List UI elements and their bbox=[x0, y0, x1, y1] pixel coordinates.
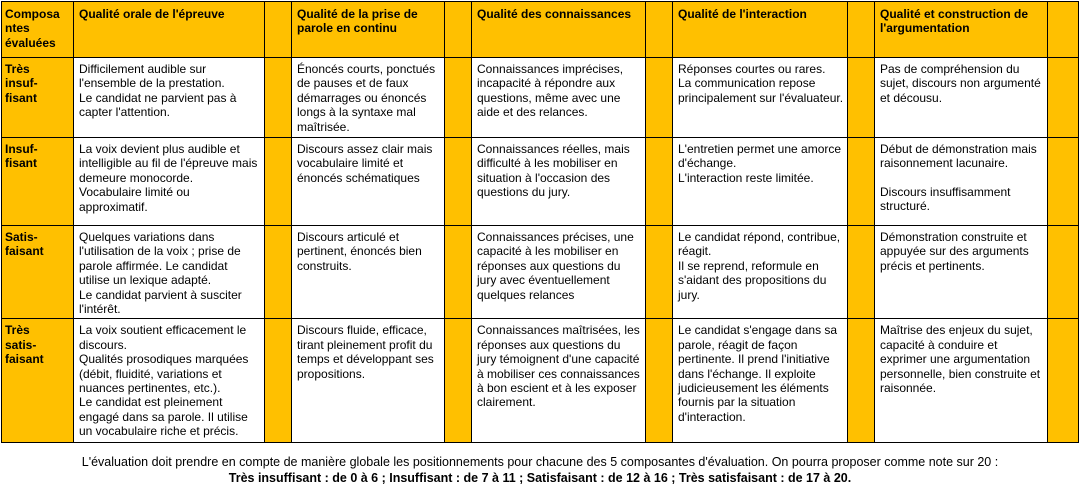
column-header-knowledge: Qualité des connaissances bbox=[472, 2, 646, 58]
cell-spacer bbox=[646, 138, 673, 226]
cell-spacer bbox=[445, 319, 472, 443]
level-label-line: faisant bbox=[5, 352, 44, 367]
cell-text: Discours assez clair mais vocabulaire limité et énoncés schématiques bbox=[297, 142, 433, 185]
corner-header-line: évaluées bbox=[5, 35, 56, 50]
level-label-line: Insuf- bbox=[5, 142, 38, 156]
cell-text: Discours insuffisamment structuré. bbox=[880, 184, 1011, 214]
cell-spacer bbox=[646, 319, 673, 443]
table-cell bbox=[673, 319, 848, 443]
cell-text: Le candidat ne parvient pas à capter l'attention. bbox=[79, 90, 237, 120]
level-label-line: satis- bbox=[5, 337, 37, 352]
table-cell bbox=[472, 58, 646, 138]
table-cell bbox=[673, 138, 848, 226]
cell-text: Discours articulé et pertinent, énoncés bien construits. bbox=[297, 230, 422, 273]
cell-text: Démonstration construite et appuyée sur des arguments précis et pertinents. bbox=[880, 230, 1029, 273]
cell-spacer bbox=[848, 319, 875, 443]
level-label-line: Très bbox=[5, 62, 30, 76]
header-spacer bbox=[265, 2, 292, 58]
cell-text: Maîtrise des enjeux du sujet, capacité à conduire et exprimer une argumentation personnelle, bien construite et raisonnée. bbox=[880, 323, 1041, 396]
level-label-line: Satis- bbox=[5, 230, 38, 244]
table-cell bbox=[673, 226, 848, 319]
cell-text: La voix soutient efficacement le discours. bbox=[79, 323, 247, 352]
cell-text: Qualités prosodiques marquées (débit, fluidité, variations et nuances pertinentes, etc.). bbox=[79, 352, 249, 396]
table-cell bbox=[472, 226, 646, 319]
cell-text: Vocabulaire limité ou approximatif. bbox=[79, 185, 190, 214]
cell-spacer bbox=[646, 58, 673, 138]
cell-text: Il se reprend, reformule en s'aidant des propositions du jury. bbox=[678, 258, 827, 302]
header-spacer bbox=[1048, 2, 1079, 58]
table-row-insuffisant bbox=[2, 138, 1079, 226]
cell-text: Énoncés courts, ponctués de pauses et de faux démarrages ou énoncés longs à la syntaxe mal maîtrisée. bbox=[297, 62, 436, 134]
table-cell bbox=[74, 226, 265, 319]
table-cell bbox=[292, 138, 445, 226]
header-spacer bbox=[646, 2, 673, 58]
evaluation-footer bbox=[0, 454, 1080, 486]
cell-spacer bbox=[445, 58, 472, 138]
column-header-interaction: Qualité de l'interaction bbox=[673, 2, 848, 58]
table-row-tres-insuffisant bbox=[2, 58, 1079, 138]
header-row bbox=[2, 2, 1079, 58]
cell-spacer bbox=[445, 138, 472, 226]
grading-scale: Très insuffisant : de 0 à 6 ; Insuffisant : de 7 à 11 ; Satisfaisant : de 12 à 16 ; Très satisfaisant : de 17 à 20. bbox=[228, 471, 852, 485]
cell-text: Discours fluide, efficace, tirant pleinement profit du temps et développant ses propositions. bbox=[297, 323, 434, 381]
evaluation-rubric-table bbox=[1, 1, 1079, 443]
level-label bbox=[2, 319, 74, 443]
cell-spacer bbox=[265, 226, 292, 319]
cell-text: Le candidat est pleinement engagé dans sa parole. Il utilise un vocabulaire riche et précis. bbox=[79, 395, 248, 439]
table-cell bbox=[292, 58, 445, 138]
level-label bbox=[2, 138, 74, 226]
table-cell bbox=[875, 319, 1048, 443]
corner-header bbox=[2, 2, 74, 58]
table-cell bbox=[74, 58, 265, 138]
cell-text: Connaissances précises, une capacité à les mobiliser en réponses aux questions du jury avec éventuellement quelques relances bbox=[477, 230, 634, 302]
cell-text: L'interaction reste limitée. bbox=[678, 170, 814, 185]
cell-spacer bbox=[1048, 226, 1079, 319]
cell-spacer bbox=[848, 226, 875, 319]
level-label-line: fisant bbox=[5, 90, 38, 105]
cell-text: Début de démonstration mais raisonnement lacunaire. bbox=[880, 142, 1037, 171]
cell-text: Difficilement audible sur l'ensemble de la prestation. bbox=[79, 62, 225, 91]
level-label-line: fisant bbox=[5, 156, 38, 171]
cell-text: Connaissances imprécises, incapacité à répondre aux questions, même avec une aide et des relances. bbox=[477, 62, 624, 120]
footer-note: L'évaluation doit prendre en compte de manière globale les positionnements pour chacune des 5 composantes d'évaluation. On pourra proposer comme note sur 20 : bbox=[81, 455, 999, 469]
table-row-tres-satisfaisant bbox=[2, 319, 1079, 443]
cell-text: L'entretien permet une amorce d'échange. bbox=[678, 142, 842, 171]
table-cell bbox=[74, 319, 265, 443]
table-cell bbox=[74, 138, 265, 226]
cell-spacer bbox=[1048, 319, 1079, 443]
cell-text: Quelques variations dans l'utilisation de la voix ; prise de parole affirmée. Le candidat utilise un lexique adapté. bbox=[79, 230, 241, 288]
table-cell bbox=[472, 319, 646, 443]
corner-header-line: Composa bbox=[5, 7, 60, 21]
cell-text: Le candidat s'engage dans sa parole, réagit de façon pertinente. Il prend l'initiative dans l'échange. Il exploite judicieusement les éléments fournis par la situation d'interaction. bbox=[678, 323, 838, 424]
cell-spacer bbox=[265, 319, 292, 443]
level-label-line: faisant bbox=[5, 244, 44, 259]
cell-spacer bbox=[1048, 138, 1079, 226]
paragraph-gap bbox=[880, 171, 1044, 185]
corner-header-line: ntes bbox=[5, 21, 30, 36]
cell-spacer bbox=[848, 58, 875, 138]
level-label bbox=[2, 58, 74, 138]
table-cell bbox=[292, 319, 445, 443]
table-row-satisfaisant bbox=[2, 226, 1079, 319]
level-label-line: insuf- bbox=[5, 76, 38, 91]
table-cell bbox=[875, 58, 1048, 138]
column-header-continuous-speech: Qualité de la prise de parole en continu bbox=[292, 2, 445, 58]
cell-text: Le candidat répond, contribue, réagit. bbox=[678, 230, 841, 259]
column-header-argumentation: Qualité et construction de l'argumentation bbox=[875, 2, 1048, 58]
cell-spacer bbox=[646, 226, 673, 319]
cell-text: Connaissances réelles, mais difficulté à les mobiliser en situation à l'occasion des questions du jury. bbox=[477, 142, 630, 200]
table-cell bbox=[875, 226, 1048, 319]
header-spacer bbox=[445, 2, 472, 58]
cell-text: La communication repose principalement sur l'évaluateur. bbox=[678, 76, 844, 105]
cell-spacer bbox=[265, 58, 292, 138]
cell-text: Connaissances maîtrisées, les réponses aux questions du jury témoignent d'une capacité à mobiliser ces connaissances à bon escient et à les exposer clairement. bbox=[477, 323, 640, 410]
cell-text: Réponses courtes ou rares. bbox=[678, 62, 826, 76]
cell-spacer bbox=[445, 226, 472, 319]
cell-text: La voix devient plus audible et intelligible au fil de l'épreuve mais demeure monocorde. bbox=[79, 142, 258, 185]
table-cell bbox=[673, 58, 848, 138]
header-spacer bbox=[848, 2, 875, 58]
table-cell bbox=[875, 138, 1048, 226]
column-header-oral-quality: Qualité orale de l'épreuve bbox=[74, 2, 265, 58]
level-label-line: Très bbox=[5, 323, 30, 338]
cell-text: Pas de compréhension du sujet, discours non argumenté et décousu. bbox=[880, 62, 1041, 105]
cell-spacer bbox=[1048, 58, 1079, 138]
table-cell bbox=[292, 226, 445, 319]
cell-text: Le candidat parvient à susciter l'intérêt. bbox=[79, 287, 242, 317]
cell-spacer bbox=[265, 138, 292, 226]
level-label bbox=[2, 226, 74, 319]
table-cell bbox=[472, 138, 646, 226]
cell-spacer bbox=[848, 138, 875, 226]
